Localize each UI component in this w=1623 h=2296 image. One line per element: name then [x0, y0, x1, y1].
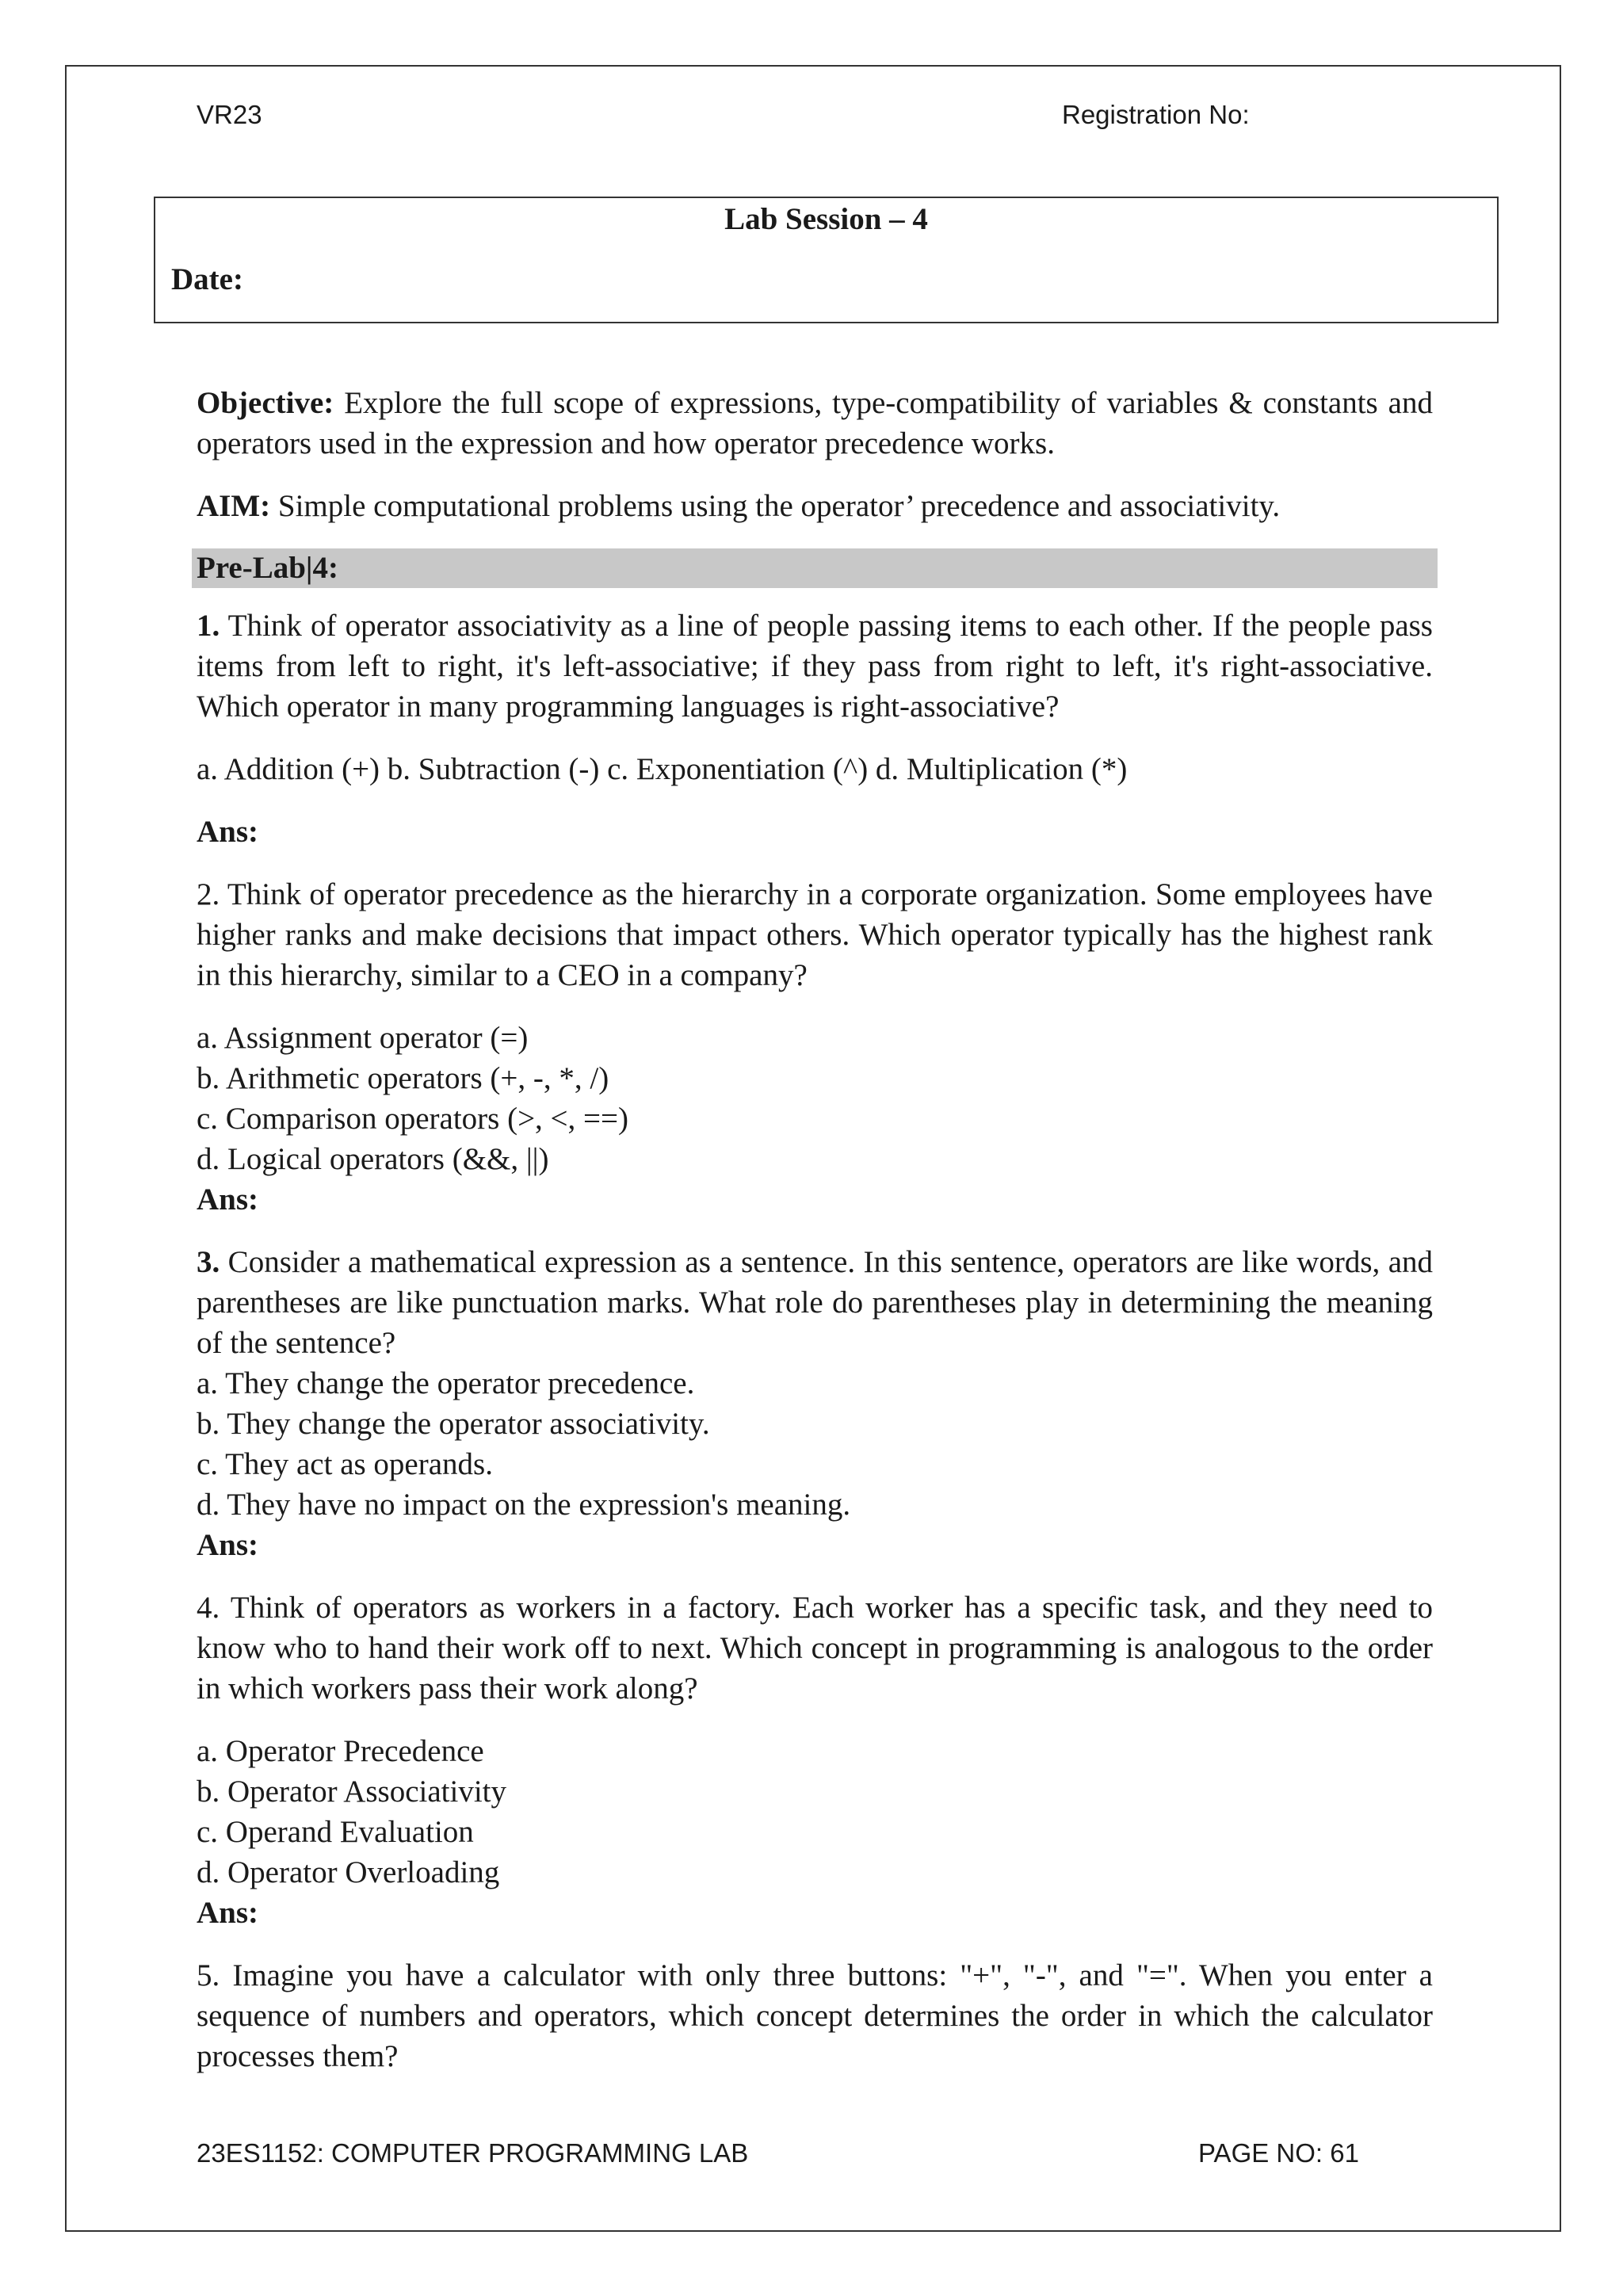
objective: [197, 383, 1433, 464]
question-3: [197, 1242, 1433, 1363]
prelab-heading: Pre-Lab|4:: [192, 548, 1438, 588]
question-1-options: a. Addition (+) b. Subtraction (-) c. Exponentiation (^) d. Multiplication (*): [197, 752, 1128, 786]
footer-course-title: 23ES1152: COMPUTER PROGRAMMING LAB: [197, 2138, 749, 2168]
question-3-ans: Ans:: [197, 1528, 259, 1562]
question-2-option-b: b. Arithmetic operators (+, -, *, /): [197, 1061, 609, 1095]
question-4-option-b: b. Operator Associativity: [197, 1775, 507, 1809]
question-3-option-d: d. They have no impact on the expression's meaning.: [197, 1488, 851, 1522]
aim-label: AIM:: [197, 489, 271, 523]
question-4-option-d: d. Operator Overloading: [197, 1855, 500, 1889]
aim: [197, 486, 1433, 526]
question-2-option-a: a. Assignment operator (=): [197, 1021, 529, 1055]
question-3-text: Consider a mathematical expression as a sentence. In this sentence, operators are like words, and parentheses are like punctuation marks. What role do parentheses play in determining the meaning of the sentence?: [197, 1245, 1433, 1360]
question-1-number: 1.: [197, 609, 220, 643]
session-date-label: Date:: [171, 262, 243, 296]
question-3-number: 3.: [197, 1245, 220, 1279]
question-2-text: 2. Think of operator precedence as the hierarchy in a corporate organization. Some employees have higher ranks and make decisions that impact others. Which operator typically has the highest rank in this hierarchy, similar to a CEO in a company?: [197, 877, 1433, 992]
objective-text: Explore the full scope of expressions, type-compatibility of variables & constants and operators used in the expression and how operator precedence works.: [197, 386, 1433, 460]
content: [197, 383, 1433, 2099]
question-2-option-c: c. Comparison operators (>, <, ==): [197, 1102, 629, 1136]
aim-text: Simple computational problems using the operator’ precedence and associativity.: [270, 489, 1281, 523]
header-registration-no: Registration No:: [1062, 100, 1250, 129]
question-2-ans: Ans:: [197, 1182, 259, 1217]
question-4-option-a: a. Operator Precedence: [197, 1734, 484, 1768]
question-3-option-b: b. They change the operator associativity.: [197, 1407, 710, 1441]
footer-page-number: PAGE NO: 61: [1198, 2138, 1359, 2168]
question-4-text: 4. Think of operators as workers in a factory. Each worker has a specific task, and they need to know who to hand their work off to next. Which concept in programming is analogous to the order in which workers pass their work along?: [197, 1591, 1433, 1706]
session-title: Lab Session – 4: [724, 202, 928, 236]
question-2-option-d: d. Logical operators (&&, ||): [197, 1142, 549, 1176]
question-4-option-c: c. Operand Evaluation: [197, 1815, 474, 1849]
question-1: [197, 606, 1433, 727]
question-1-ans: Ans:: [197, 815, 259, 849]
session-box: [154, 197, 1499, 323]
question-3-option-a: a. They change the operator precedence.: [197, 1366, 695, 1400]
question-3-option-c: c. They act as operands.: [197, 1447, 493, 1481]
header-course-code: VR23: [197, 100, 262, 129]
question-1-text: Think of operator associativity as a line of people passing items to each other. If the people pass items from left to right, it's left-associative; if they pass from right to left, it's right-associative. Which operator in many programming languages is right-associative?: [197, 609, 1433, 724]
objective-label: Objective:: [197, 386, 334, 420]
question-5-text: 5. Imagine you have a calculator with only three buttons: "+", "-", and "=". When you enter a sequence of numbers and operators, which concept determines the order in which the calculator processes them?: [197, 1958, 1433, 2073]
question-4-ans: Ans:: [197, 1896, 259, 1930]
